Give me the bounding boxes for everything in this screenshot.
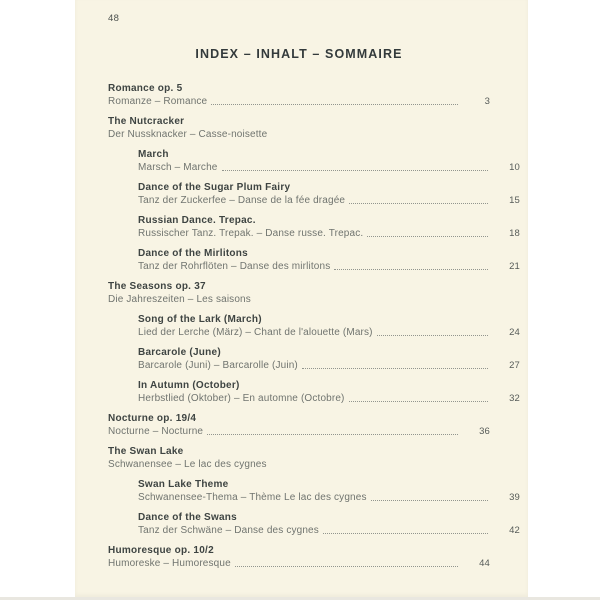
toc-entry-subtitle-row <box>108 293 490 306</box>
dotted-leader <box>349 401 488 402</box>
toc-entry-subtitle: Der Nussknacker – Casse-noisette <box>108 129 268 140</box>
toc-entry-subtitle-row <box>138 161 520 174</box>
toc-entry-subtitle-row <box>138 326 520 339</box>
toc-entry-title: Swan Lake Theme <box>138 479 229 490</box>
toc-entry-title: Humoresque op. 10/2 <box>108 545 214 556</box>
dotted-leader <box>302 368 488 369</box>
toc-entry-subtitle: Schwanensee-Thema – Thème Le lac des cygnes <box>138 492 367 503</box>
toc-entry-subtitle-row <box>108 95 490 108</box>
toc-entry-page-number: 24 <box>509 327 520 338</box>
toc-entry-subtitle: Lied der Lerche (März) – Chant de l'alouette (Mars) <box>138 327 373 338</box>
toc-entry-subtitle-row <box>138 491 520 504</box>
toc-entry-page-number: 27 <box>509 360 520 371</box>
toc-entry-5 <box>138 247 520 273</box>
toc-entry-11 <box>108 445 490 471</box>
toc-entry-title: Dance of the Mirlitons <box>138 248 248 259</box>
book-page <box>75 0 528 597</box>
toc-entry-title: In Autumn (October) <box>138 380 240 391</box>
toc-entry-subtitle-row <box>138 359 520 372</box>
toc-entry-page-number: 15 <box>509 195 520 206</box>
page-number-folio: 48 <box>108 13 120 24</box>
toc-entry-subtitle-row <box>138 260 520 273</box>
toc-entry-subtitle-row <box>138 524 520 537</box>
dotted-leader <box>334 269 488 270</box>
toc-entry-title: The Nutcracker <box>108 116 185 127</box>
toc-entry-2 <box>138 148 520 174</box>
toc-entry-3 <box>138 181 520 207</box>
toc-entry-page-number: 3 <box>484 96 490 107</box>
dotted-leader <box>367 236 488 237</box>
toc-entry-title: March <box>138 149 169 160</box>
toc-entry-title: Nocturne op. 19/4 <box>108 413 197 424</box>
toc-entry-title: Dance of the Swans <box>138 512 237 523</box>
toc-entry-title: The Swan Lake <box>108 446 184 457</box>
toc-entry-title: Dance of the Sugar Plum Fairy <box>138 182 291 193</box>
toc-entry-subtitle: Tanz der Rohrflöten – Danse des mirlitons <box>138 261 331 272</box>
toc-entry-subtitle: Herbstlied (Oktober) – En automne (Octobre) <box>138 393 345 404</box>
toc-entry-subtitle: Tanz der Zuckerfee – Danse de la fée dragée <box>138 195 346 206</box>
toc-entry-title: Romance op. 5 <box>108 83 183 94</box>
toc-entry-9 <box>138 379 520 405</box>
toc-entry-subtitle-row <box>138 392 520 405</box>
toc-entry-page-number: 39 <box>509 492 520 503</box>
toc-entry-subtitle: Nocturne – Nocturne <box>108 426 204 437</box>
toc-entry-14 <box>108 544 490 570</box>
dotted-leader <box>235 566 458 567</box>
toc-entry-subtitle: Barcarole (Juni) – Barcarolle (Juin) <box>138 360 298 371</box>
toc-entry-subtitle-row <box>108 128 490 141</box>
toc-entry-subtitle: Humoreske – Humoresque <box>108 558 231 569</box>
toc-entry-subtitle: Schwanensee – Le lac des cygnes <box>108 459 267 470</box>
toc-entry-title: Russian Dance. Trepac. <box>138 215 256 226</box>
toc-entry-subtitle-row <box>138 227 520 240</box>
toc-entry-page-number: 44 <box>479 558 490 569</box>
toc-entry-10 <box>108 412 490 438</box>
toc-entry-1 <box>108 115 490 141</box>
toc-entry-page-number: 42 <box>509 525 520 536</box>
toc-entry-subtitle: Die Jahreszeiten – Les saisons <box>108 294 251 305</box>
toc-entry-page-number: 36 <box>479 426 490 437</box>
toc-entry-subtitle: Romanze – Romance <box>108 96 208 107</box>
toc-entry-12 <box>138 478 520 504</box>
toc-entry-page-number: 21 <box>509 261 520 272</box>
toc-entry-subtitle-row <box>108 425 490 438</box>
toc-entry-title: The Seasons op. 37 <box>108 281 206 292</box>
dotted-leader <box>349 203 488 204</box>
page-title: INDEX – INHALT – SOMMAIRE <box>195 47 403 61</box>
toc-entry-subtitle: Tanz der Schwäne – Danse des cygnes <box>138 525 319 536</box>
toc-entry-8 <box>138 346 520 372</box>
page-content <box>75 0 528 570</box>
toc-entry-title: Barcarole (June) <box>138 347 221 358</box>
toc-entry-13 <box>138 511 520 537</box>
toc-entry-title: Song of the Lark (March) <box>138 314 262 325</box>
toc-entry-subtitle: Russischer Tanz. Trepak. – Danse russe. Trepac. <box>138 228 364 239</box>
dotted-leader <box>371 500 488 501</box>
toc-entry-page-number: 10 <box>509 162 520 173</box>
dotted-leader <box>323 533 488 534</box>
toc-entry-page-number: 18 <box>509 228 520 239</box>
toc-entry-7 <box>138 313 520 339</box>
table-of-contents <box>108 82 520 570</box>
dotted-leader <box>222 170 489 171</box>
toc-entry-subtitle: Marsch – Marche <box>138 162 218 173</box>
toc-entry-page-number: 32 <box>509 393 520 404</box>
toc-entry-subtitle-row <box>138 194 520 207</box>
toc-entry-subtitle-row <box>108 557 490 570</box>
dotted-leader <box>377 335 488 336</box>
toc-entry-6 <box>108 280 490 306</box>
toc-entry-subtitle-row <box>108 458 490 471</box>
toc-entry-0 <box>108 82 490 108</box>
dotted-leader <box>207 434 458 435</box>
toc-entry-4 <box>138 214 520 240</box>
dotted-leader <box>211 104 458 105</box>
